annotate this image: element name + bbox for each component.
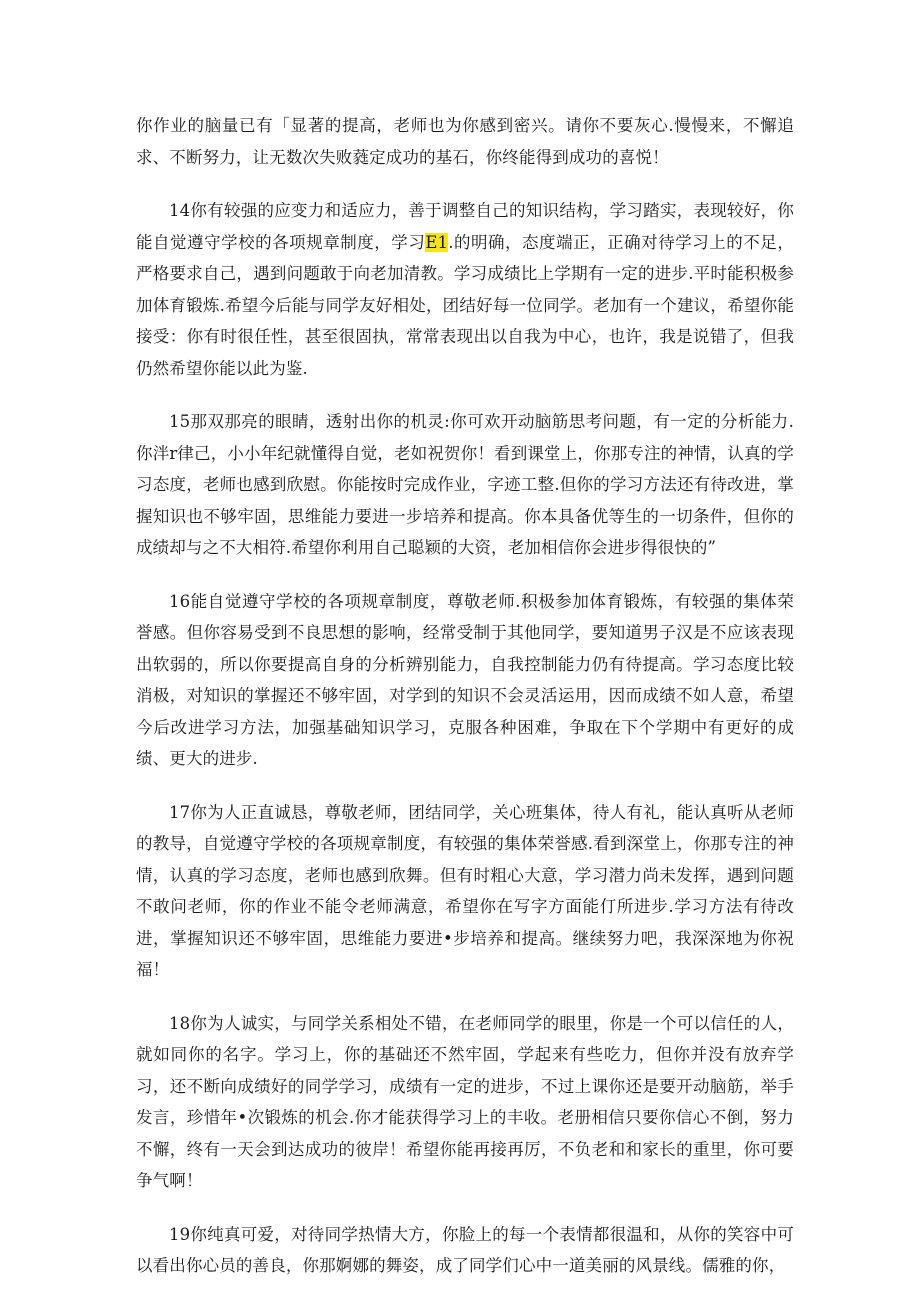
paragraph-comment-15: 15那双那亮的眼睛，透射出你的机灵:你可欢开动脑筋思考问题，有一定的分析能力.你泮r律己，小小年纪就懂得自觉，老如祝贺你！看到课堂上，你那专注的神情，认真的学习态度，老师也感到欣慰。你能按时完成作业，字迹工整.但你的学习方法还有待改进，掌握知识也不够牢固，思维能力要进一步培养和提高。你本具备优等生的一切条件，但你的成绩却与之不大相符.希望你利用自己聪颖的大资，老加相信你会进步得很快的” (136, 412, 794, 557)
paragraph-gap (136, 173, 794, 195)
highlighted-text: E1 (425, 232, 449, 252)
paragraph-text-end: .的明确，态度端正，正确对待学习上的不足，严格要求自己，遇到问题敢于向老加清教。学习成绩比上学期有一定的进步.平时能积极参加体育锻炼.希望今后能与同学友好相处，团结好每一位同学。老加有一个建议，希望你能接受：你有时很任性，甚至很固执，常常表现出以自我为中心，也许，我是说错了，但我仍然希望你能以此为鉴. (136, 232, 794, 378)
paragraph-comment-16: 16能自觉遵守学校的各项规章制度，尊敬老师.积极参加体育锻炼，有较强的集体荣誉感。但你容易受到不良思想的影响，经常受制于其他同学，要知道男子汉是不应该表现出软弱的，所以你要提高自身的分析辨别能力，自我控制能力仍有待提高。学习态度比较消极，对知识的掌握还不够牢固，对学到的知识不会灵活运用，因而成绩不如人意，希望今后改进学习方法，加强基础知识学习，克服各种困难，争取在下个学期中有更好的成绩、更大的进步. (136, 591, 794, 768)
paragraph-continuation: 你作业的脑量已有「显著的提高，老师也为你感到密兴。请你不要灰心.慢慢来，不懈追求、不断努力，让无数次失败蕤定成功的基石，你终能得到成功的喜悦！ (136, 116, 794, 167)
paragraph-gap (136, 775, 794, 797)
paragraph-comment-14 (136, 195, 794, 384)
paragraph-comment-18: 18你为人诚实，与同学关系相处不错，在老师同学的眼里，你是一个可以信任的人，就如同你的名字。学习上，你的基础还不然牢固，学起来有些吃力，但你并没有放弃学习，还不断向成绩好的同学学习，成绩有一定的进步，不过上课你还是要开动脑筋，举手发言，珍惜年•次锻炼的机会.你才能获得学习上的丰收。老册相信只要你信心不倒，努力不懈，终有一天会到达成功的彼岸！希望你能再接再厉，不负老和和家长的重里，你可要争气啊！ (136, 1013, 794, 1190)
paragraph-comment-17: 17你为人正直诚恳，尊敬老师，团结同学，关心班集体，待人有礼，能认真听从老师的教导，自觉遵守学校的各项规章制度，有较强的集体荣誉感.看到深堂上，你那专注的神情，认真的学习态度，老师也感到欣舞。但有时粗心大意，学习潜力尚未发挥，遇到问题不敢问老师，你的作业不能令老师满意，希望你在写字方面能仃所进步.学习方法有待改进，掌握知识还不够牢固，思维能力要进•步培养和提高。继续努力吧，我深深地为你祝福！ (136, 802, 794, 979)
paragraph-text-start: 14你有较强的应变力和适应力，善于调整自己的知识结构，学习踏实，表现较好，你能自觉遵守学校的各项规章制度，学习 (136, 201, 794, 252)
paragraph-gap (136, 384, 794, 406)
paragraph-gap (136, 1197, 794, 1219)
paragraph-gap (136, 564, 794, 586)
document-page (136, 110, 794, 1282)
paragraph-gap (136, 986, 794, 1008)
paragraph-comment-19: 19你纯真可爱，对待同学热情大方，你脸上的每一个表情都很温和，从你的笑容中可以看出你心员的善良，你那婀娜的舞姿，成了同学们心中一道美丽的风景线。儒雅的你， (136, 1224, 794, 1275)
